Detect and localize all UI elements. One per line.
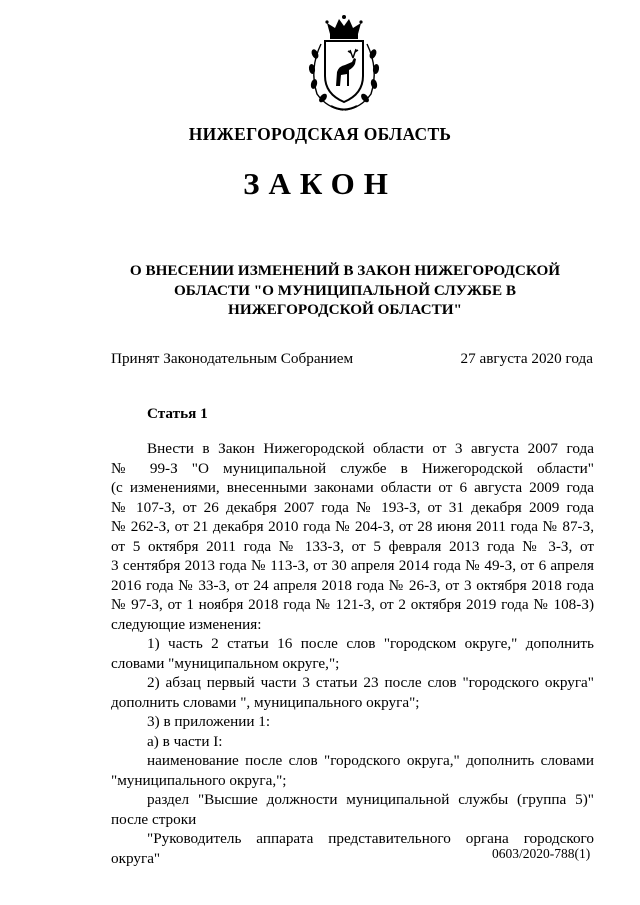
body-line: округа" [111, 849, 161, 867]
coat-of-arms-emblem [303, 14, 385, 114]
body-line: № 99-З "О муниципальной службе в Нижегородской области" [111, 459, 594, 477]
body-line: после строки [111, 810, 197, 828]
body-line: № 107-З, от 26 декабря 2007 года № 193-З, от 31 декабря 2009 года [111, 498, 594, 516]
subject-line: ОБЛАСТИ "О МУНИЦИПАЛЬНОЙ СЛУЖБЕ В [173, 281, 517, 299]
body-line: а) в части I: [147, 732, 223, 750]
adoption-body: Принят Законодательным Собранием [111, 350, 354, 367]
body-line: № 262-З, от 21 декабря 2010 года № 204-З, от 28 июня 2011 года № 87-З, [111, 518, 594, 535]
body-line: наименование после слов "городского округа," дополнить словами [147, 752, 594, 769]
subject-line: НИЖЕГОРОДСКОЙ ОБЛАСТИ" [228, 301, 462, 318]
adoption-date: 27 августа 2020 года [460, 350, 593, 367]
adoption-line [111, 350, 593, 368]
document-type-title: ЗАКОН [243, 166, 397, 201]
body-line: словами "муниципальном округе,"; [111, 654, 340, 672]
body-line: № 97-З, от 1 ноября 2018 года № 121-З, от 2 октября 2019 года № 108-З) [111, 596, 594, 613]
subject-line: О ВНЕСЕНИИ ИЗМЕНЕНИЙ В ЗАКОН НИЖЕГОРОДСКОЙ [129, 262, 561, 279]
body-line: следующие изменения: [111, 615, 262, 633]
body-line: (с изменениями, внесенными законами области от 6 августа 2009 года [111, 479, 594, 496]
body-line: 2) абзац первый части 3 статьи 23 после слов "городского округа" [147, 674, 594, 691]
body-line: 3) в приложении 1: [147, 713, 271, 730]
law-subject-title [120, 261, 570, 320]
body-line: "Руководитель аппарата представительного органа городского [147, 830, 594, 847]
article-body [111, 439, 594, 868]
body-line: 3 сентября 2013 года № 113-З, от 30 апреля 2014 года № 49-З, от 6 апреля [111, 557, 594, 574]
body-line: от 5 октября 2011 года № 133-З, от 5 февраля 2013 года № 3-З, от [111, 537, 594, 555]
body-line: раздел "Высшие должности муниципальной службы (группа 5)" [147, 791, 594, 808]
article-heading: Статья 1 [147, 405, 208, 422]
body-line: дополнить словами ", муниципального округа"; [111, 693, 420, 711]
body-line: 2016 года № 33-З, от 24 апреля 2018 года № 26-З, от 3 октября 2018 года [111, 576, 594, 594]
body-line: "муниципального округа,"; [111, 771, 287, 789]
document-number: 0603/2020-788(1) [492, 846, 591, 861]
region-title: НИЖЕГОРОДСКАЯ ОБЛАСТЬ [188, 124, 452, 144]
body-line: Внести в Закон Нижегородской области от 3 августа 2007 года [147, 440, 594, 457]
body-line: 1) часть 2 статьи 16 после слов "городском округе," дополнить [147, 635, 594, 652]
